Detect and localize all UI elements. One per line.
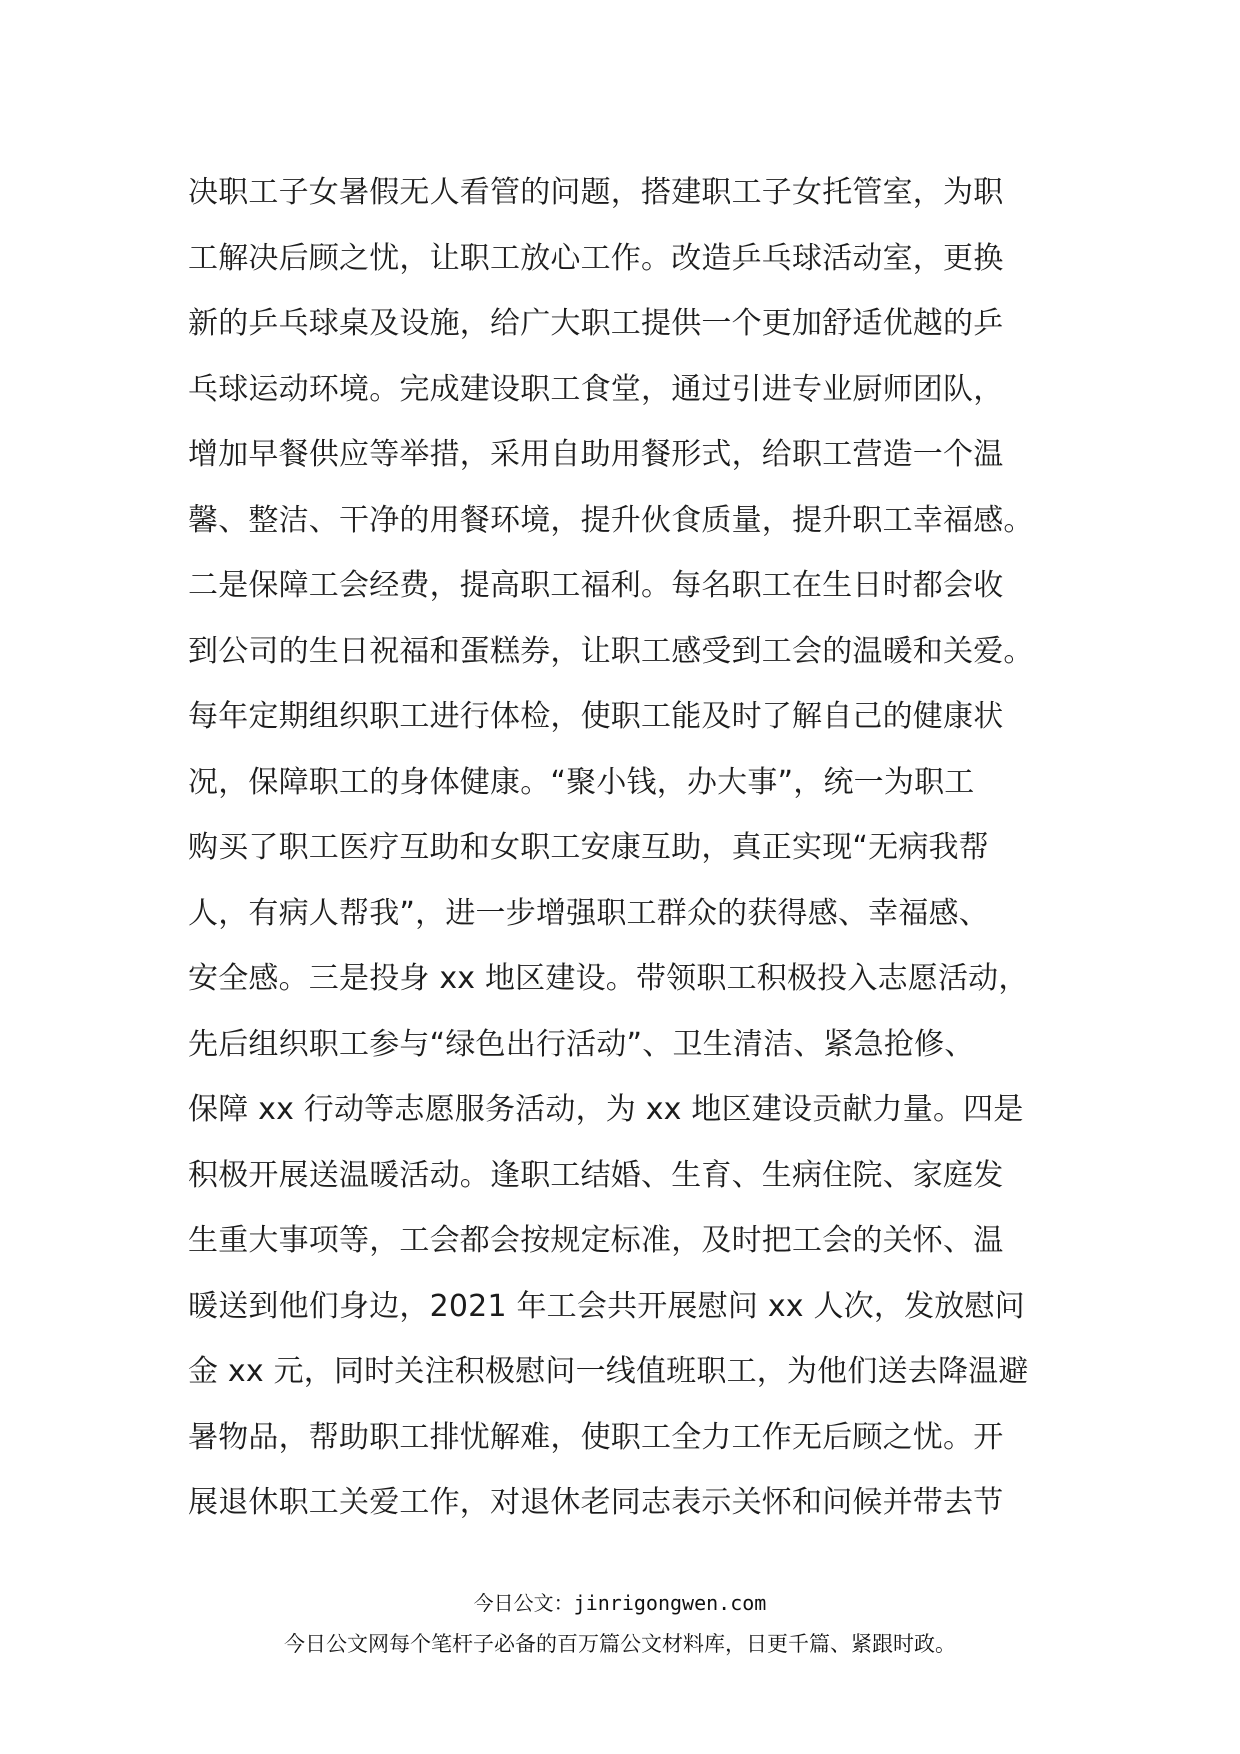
body-line: 保障 xx 行动等志愿服务活动，为 xx 地区建设贡献力量。四是 [188, 1092, 1024, 1127]
body-line: 人，有病人帮我”，进一步增强职工群众的获得感、幸福感、 [188, 895, 989, 931]
body-line: 购买了职工医疗互助和女职工安康互助，真正实现“无病我帮 [188, 830, 989, 865]
body-line: 工解决后顾之忧，让职工放心工作。改造乒乓球活动室，更换 [188, 240, 1004, 276]
footer-site-link[interactable]: jinrigongwen.com [573, 1591, 767, 1615]
footer-slogan: 今日公文网每个笔杆子必备的百万篇公文材料库，日更千篇、紧跟时政。 [284, 1632, 956, 1656]
body-line: 况，保障职工的身体健康。“聚小钱，办大事”，统一为职工 [188, 764, 975, 800]
body-line: 每年定期组织职工进行体检，使职工能及时了解自己的健康状 [188, 699, 1004, 734]
document-body [188, 160, 1068, 1536]
body-line: 二是保障工会经费，提高职工福利。每名职工在生日时都会收 [188, 568, 1004, 603]
body-line: 暑物品，帮助职工排忧解难，使职工全力工作无后顾之忧。开 [188, 1419, 1004, 1455]
body-line: 安全感。三是投身 xx 地区建设。带领职工积极投入志愿活动， [188, 961, 1029, 996]
body-line: 积极开展送温暖活动。逢职工结婚、生育、生病住院、家庭发 [188, 1157, 1004, 1193]
body-line: 金 xx 元，同时关注积极慰问一线值班职工，为他们送去降温避 [188, 1354, 1029, 1389]
body-line: 乓球运动环境。完成建设职工食堂，通过引进专业厨师团队， [188, 371, 1004, 407]
body-line: 新的乒乓球桌及设施，给广大职工提供一个更加舒适优越的乒 [188, 306, 1004, 341]
body-line: 先后组织职工参与“绿色出行活动”、卫生清洁、紧急抢修、 [188, 1026, 975, 1062]
body-line: 决职工子女暑假无人看管的问题，搭建职工子女托管室，为职 [188, 175, 1004, 210]
body-line: 生重大事项等，工会都会按规定标准，及时把工会的关怀、温 [188, 1223, 1004, 1258]
footer-site-line [0, 1588, 1240, 1618]
footer-site-label: 今日公文： [473, 1591, 574, 1615]
body-line: 展退休职工关爱工作，对退休老同志表示关怀和问候并带去节 [188, 1485, 1004, 1520]
body-line: 暖送到他们身边，2021 年工会共开展慰问 xx 人次，发放慰问 [188, 1288, 1025, 1324]
body-line: 到公司的生日祝福和蛋糕券，让职工感受到工会的温暖和关爱。 [188, 633, 1034, 669]
body-line: 增加早餐供应等举措，采用自助用餐形式，给职工营造一个温 [188, 437, 1004, 472]
body-line: 馨、整洁、干净的用餐环境，提升伙食质量，提升职工幸福感。 [188, 502, 1034, 538]
